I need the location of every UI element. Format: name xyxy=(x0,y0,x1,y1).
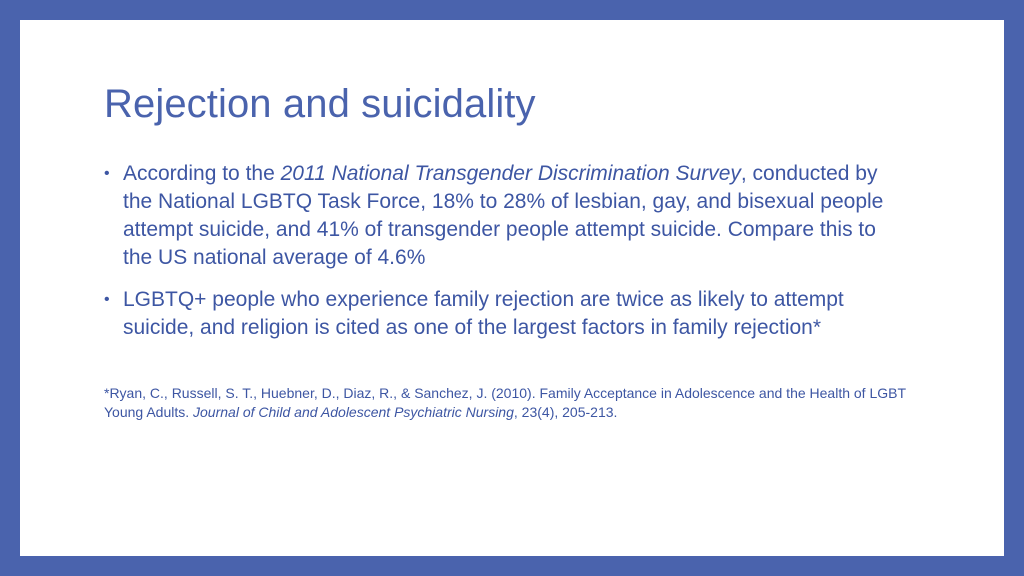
bullet-marker: • xyxy=(104,291,110,308)
slide-title: Rejection and suicidality xyxy=(104,82,536,126)
citation xyxy=(104,384,924,422)
citation-text-pre: *Ryan, C., Russell, S. T., Huebner, D., Diaz, R., & Sanchez, J. (2010). Family Acceptance in Adolescence and the Health of LGBT Young Adults. xyxy=(104,385,906,420)
journal-name: Journal of Child and Adolescent Psychiatric Nursing xyxy=(193,404,514,420)
survey-name: 2011 National Transgender Discrimination Survey xyxy=(280,162,741,185)
bullet-item-survey xyxy=(104,160,904,272)
bullet-marker: • xyxy=(104,165,110,182)
bullet-text-post: , conducted by the National LGBTQ Task Force, 18% to 28% of lesbian, gay, and bisexual people attempt suicide, and 41% of transgender people attempt suicide. Compare this to the US national average of 4.6% xyxy=(123,162,884,269)
slide-content xyxy=(20,20,1004,556)
bullet-list xyxy=(104,160,904,356)
citation-text-post: , 23(4), 205-213. xyxy=(513,404,618,420)
bullet-item-rejection xyxy=(104,286,904,342)
bullet-text: LGBTQ+ people who experience family rejection are twice as likely to attempt suicide, and religion is cited as one of the largest factors in family rejection* xyxy=(123,288,844,339)
bullet-text-pre: According to the xyxy=(123,162,281,185)
